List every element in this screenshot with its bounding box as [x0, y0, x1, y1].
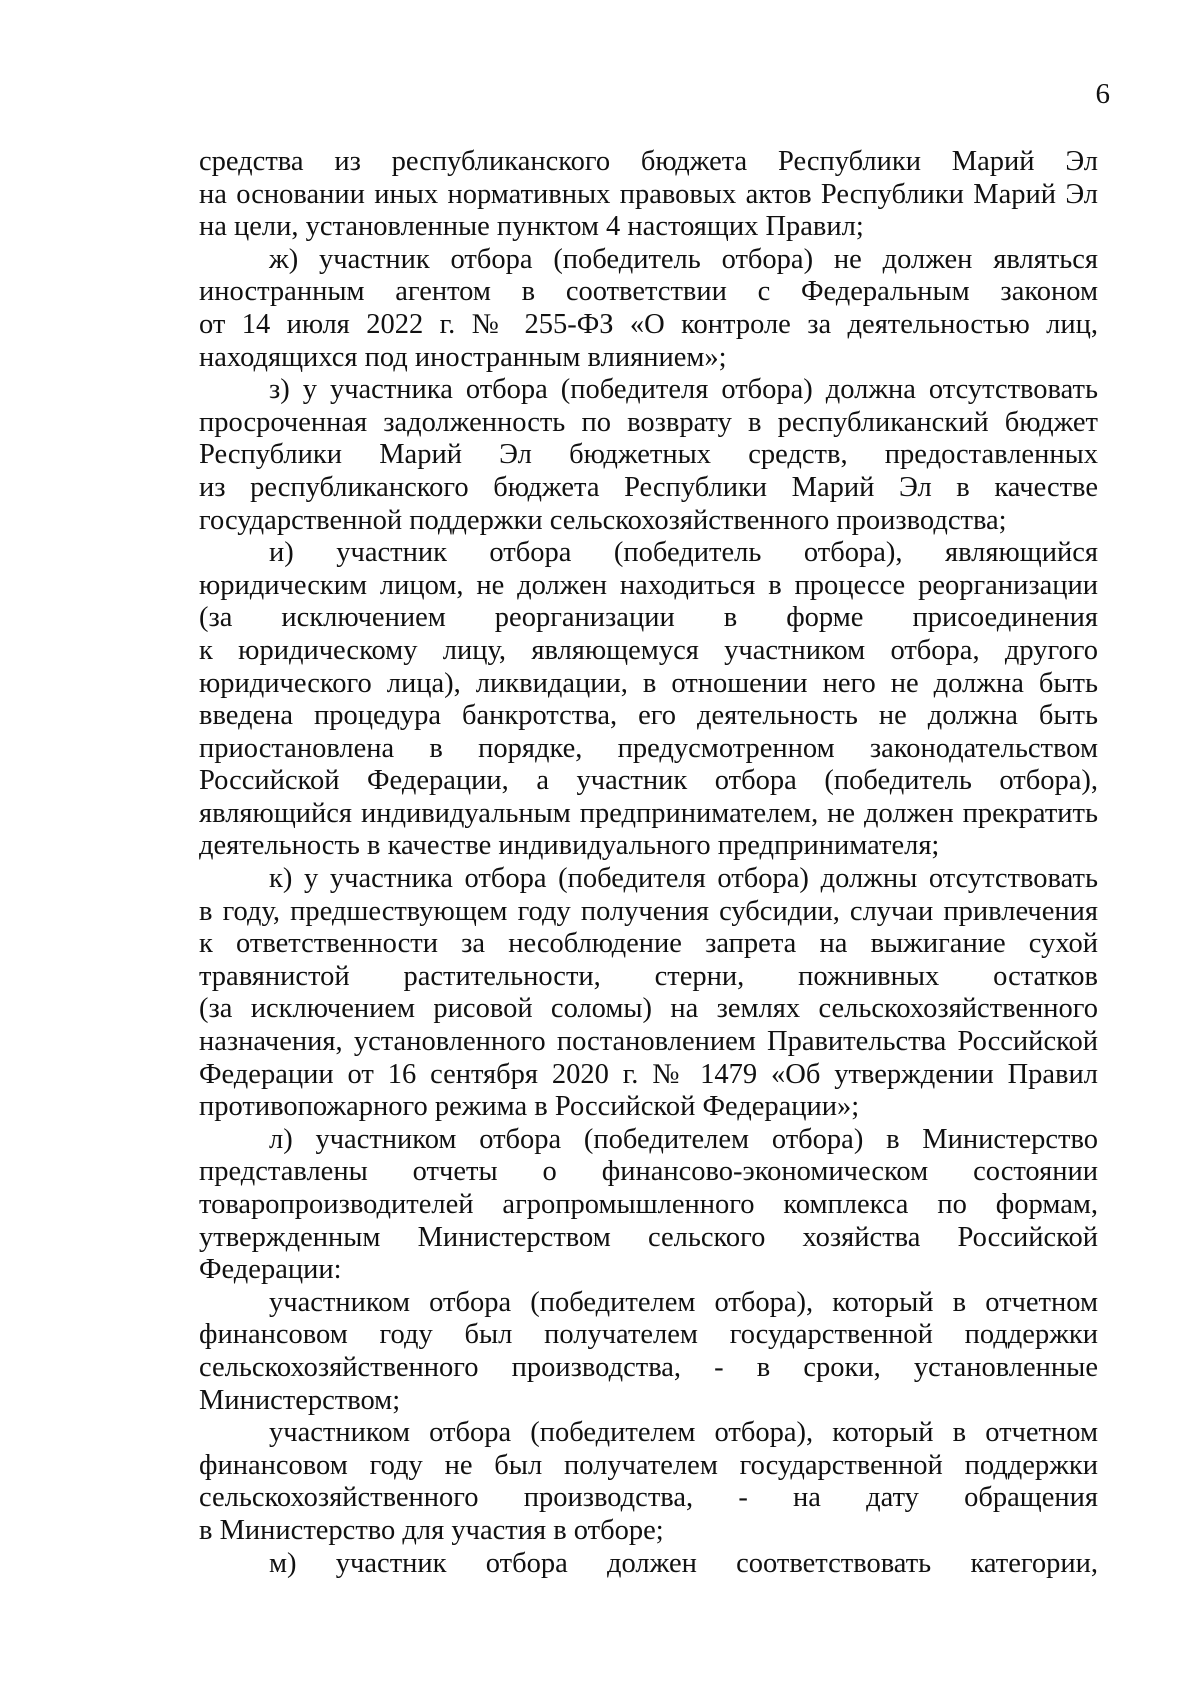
text-line: з) у участника отбора (победителя отбора) должна отсутствовать [269, 374, 1098, 406]
text-line: и) участник отбора (победитель отбора), являющийся [269, 537, 1098, 569]
text-line: травянистой растительности, стерни, пожнивных остатков [199, 960, 1098, 992]
text-line: к юридическому лицу, являющемуся участником отбора, другого [199, 634, 1098, 666]
text-line: введена процедура банкротства, его деятельность не должна быть [199, 700, 1098, 732]
text-line: Республики Марий Эл бюджетных средств, предоставленных [199, 439, 1098, 471]
text-line: находящихся под иностранным влиянием»; [199, 341, 727, 373]
text-line: к) у участника отбора (победителя отбора) должны отсутствовать [269, 863, 1098, 895]
text-line: государственной поддержки сельскохозяйственного производства; [199, 504, 1007, 536]
text-line: м) участник отбора должен соответствовать категории, [269, 1547, 1098, 1579]
text-line: просроченная задолженность по возврату в республиканский бюджет [199, 406, 1098, 438]
text-line: участником отбора (победителем отбора), который в отчетном [269, 1286, 1098, 1318]
page-number: 6 [1095, 78, 1110, 110]
paragraph [199, 1124, 1098, 1287]
text-line: назначения, установленного постановлением Правительства Российской [199, 1026, 1098, 1058]
text-line: являющийся индивидуальным предпринимателем, не должен прекратить [199, 797, 1098, 829]
text-line: на основании иных нормативных правовых актов Республики Марий Эл [199, 178, 1098, 210]
text-line: приостановлена в порядке, предусмотренном законодательством [199, 732, 1098, 764]
text-line: (за исключением рисовой соломы) на землях сельскохозяйственного [199, 993, 1098, 1025]
paragraph [199, 863, 1098, 1124]
text-line: противопожарного режима в Российской Федерации»; [199, 1091, 860, 1123]
text-line: от 14 июля 2022 г. № 255-ФЗ «О контроле за деятельностью лиц, [199, 308, 1098, 340]
text-line: на цели, установленные пунктом 4 настоящих Правил; [199, 211, 864, 243]
text-line: товаропроизводителей агропромышленного комплекса по формам, [199, 1189, 1098, 1220]
text-line: л) участником отбора (победителем отбора) в Министерство [269, 1123, 1098, 1155]
text-line: представлены отчеты о финансово-экономическом состоянии [199, 1156, 1098, 1188]
text-line: ж) участник отбора (победитель отбора) не должен являться [269, 243, 1098, 275]
text-line: Федерации: [199, 1254, 342, 1286]
text-line: участником отбора (победителем отбора), который в отчетном [269, 1417, 1098, 1449]
text-line: из республиканского бюджета Республики Марий Эл в качестве [199, 471, 1098, 503]
paragraph [199, 1417, 1098, 1547]
text-line: (за исключением реорганизации в форме присоединения [199, 602, 1098, 634]
paragraph [199, 244, 1098, 374]
text-line: в Министерство для участия в отборе; [199, 1514, 664, 1546]
paragraph [199, 374, 1098, 537]
text-line: средства из республиканского бюджета Республики Марий Эл [199, 146, 1098, 177]
text-line: Министерством; [199, 1384, 401, 1416]
text-line: Федерации от 16 сентября 2020 г. № 1479 «Об утверждении Правил [199, 1058, 1098, 1090]
text-line: юридического лица), ликвидации, в отношении него не должна быть [199, 667, 1098, 699]
text-line: Российской Федерации, а участник отбора (победитель отбора), [199, 765, 1098, 797]
paragraph [199, 1287, 1098, 1417]
paragraph [199, 1548, 1098, 1581]
text-line: финансовом году был получателем государственной поддержки [199, 1319, 1098, 1351]
text-line: в году, предшествующем году получения субсидии, случаи привлечения [199, 895, 1098, 927]
text-line: утвержденным Министерством сельского хозяйства Российской [199, 1221, 1098, 1253]
text-line: к ответственности за несоблюдение запрета на выжигание сухой [199, 928, 1098, 960]
paragraph [199, 537, 1098, 863]
paragraph [199, 146, 1098, 244]
text-line: деятельность в качестве индивидуального предпринимателя; [199, 830, 940, 862]
text-line: сельскохозяйственного производства, - в сроки, установленные [199, 1351, 1098, 1383]
text-line: иностранным агентом в соответствии с Федеральным законом [199, 276, 1098, 308]
text-line: сельскохозяйственного производства, - на дату обращения [199, 1482, 1098, 1514]
document-body [199, 146, 1098, 1580]
text-line: юридическим лицом, не должен находиться в процессе реорганизации [199, 569, 1098, 601]
text-line: финансовом году не был получателем государственной поддержки [199, 1449, 1098, 1481]
